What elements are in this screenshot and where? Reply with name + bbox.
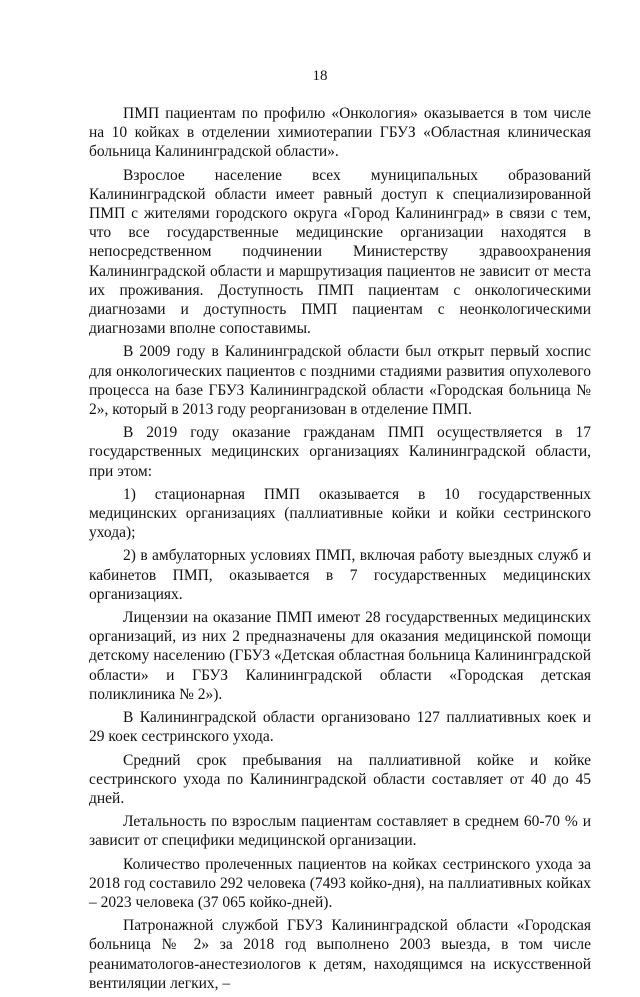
paragraph-equal-access: Взрослое население всех муниципальных образований Калининградской области имеет равный доступ к специализированной ПМП с жителями городского округа «Город Калининград» в связи с тем, что все государственные медицинские организации находятся в непосредственном подчинении Министерству здравоохранения Калининградской области и маршрутизация пациентов не зависит от места их проживания. Доступность ПМП пациентам с онкологическими диагнозами и доступность ПМП пациентам с неонкологическими диагнозами вполне сопоставимы. (89, 166, 591, 338)
paragraph-licenses: Лицензии на оказание ПМП имеют 28 государственных медицинских организаций, из них 2 предназначены для оказания медицинской помощи детскому населению (ГБУЗ «Детская областная больница Калининградской области» и ГБУЗ Калининградской области «Городская детская поликлиника № 2»). (89, 609, 591, 703)
paragraph-hospice-2009: В 2009 году в Калининградской области был открыт первый хоспис для онкологических пациентов с поздними стадиями развития опухолевого процесса на базе ГБУЗ Калининградской области «Городская больница № 2», который в 2013 году реорганизован в отделение ПМП. (89, 343, 591, 419)
paragraph-mortality: Летальность по взрослым пациентам составляет в среднем 60-70 % и зависит от специфики медицинской организации. (89, 813, 591, 850)
paragraph-2019-organizations: В 2019 году оказание гражданам ПМП осуществляется в 17 государственных медицинских организациях Калининградской области, при этом: (89, 424, 591, 480)
paragraph-oncology-beds: ПМП пациентам по профилю «Онкология» оказывается в том числе на 10 койках в отделении химиотерапии ГБУЗ «Областная клиническая больница Калининградской области». (89, 105, 591, 161)
paragraph-treated-patients: Количество пролеченных пациентов на койках сестринского ухода за 2018 год составило 292 человека (7493 койко-дня), на паллиативных койках – 2023 человека (37 065 койко-дней). (89, 855, 591, 911)
paragraph-patronage-service: Патронажной службой ГБУЗ Калининградской области «Городская больница № 2» за 2018 год выполнено 2003 выезда, в том числе реаниматологов-анестезиологов к детям, находящимся на искусственной вентиляции легких, – (89, 917, 591, 992)
paragraph-average-stay: Средний срок пребывания на паллиативной койке и койке сестринского ухода по Калининградской области составляет от 40 до 45 дней. (89, 751, 591, 807)
paragraph-bed-count: В Калининградской области организовано 127 паллиативных коек и 29 коек сестринского ухода. (89, 709, 591, 746)
paragraph-list-item-outpatient: 2) в амбулаторных условиях ПМП, включая работу выездных служб и кабинетов ПМП, оказывается в 7 государственных медицинских организациях. (89, 547, 591, 603)
page-number: 18 (312, 68, 328, 84)
document-body (89, 104, 591, 997)
paragraph-list-item-inpatient: 1) стационарная ПМП оказывается в 10 государственных медицинских организациях (паллиативные койки и койки сестринского ухода); (89, 485, 591, 542)
